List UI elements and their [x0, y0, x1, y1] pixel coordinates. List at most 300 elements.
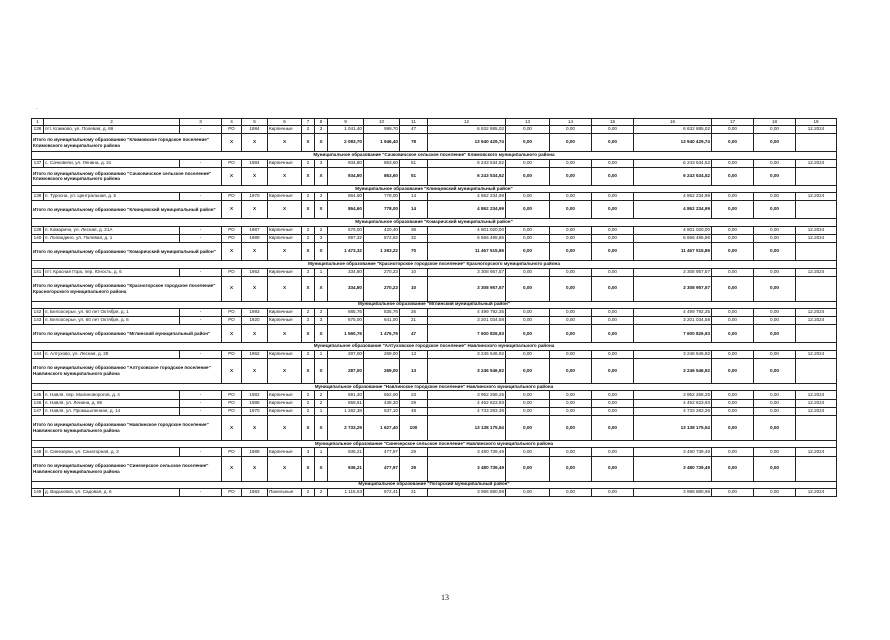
table-cell: 0,00: [506, 234, 550, 242]
column-number: 11: [400, 119, 428, 126]
table-cell: 0,00: [592, 488, 634, 496]
table-cell: 641,00: [364, 317, 400, 325]
subtotal-cell: 0,00: [712, 325, 754, 343]
subtotal-row: [32, 276, 837, 301]
table-cell: 12.2024: [796, 407, 837, 415]
table-cell: РО: [222, 488, 242, 496]
subtotal-cell: 3 480 739,49: [428, 456, 506, 481]
subtotal-cell: X: [302, 359, 315, 384]
subtotal-cell: X: [268, 359, 302, 384]
table-cell: Кирпичные: [268, 309, 302, 317]
subtotal-cell: 0,00: [550, 325, 592, 343]
subtotal-cell: X: [268, 456, 302, 481]
table-row: [32, 234, 837, 242]
municipality-group-row: [32, 185, 837, 192]
table-cell: 3 986 880,98: [634, 488, 712, 496]
table-cell: 0,00: [506, 407, 550, 415]
table-cell: -: [180, 350, 222, 358]
column-number: 19: [796, 119, 837, 126]
table-cell: РО: [222, 391, 242, 399]
table-cell: 1984: [242, 159, 268, 167]
table-cell: 1 041,40: [328, 126, 364, 134]
table-cell: 0,00: [506, 391, 550, 399]
subtotal-cell: X: [222, 415, 242, 440]
table-cell: -: [180, 268, 222, 276]
table-cell: 0,00: [506, 309, 550, 317]
table-row: [32, 488, 837, 496]
table-cell: 1962: [242, 268, 268, 276]
subtotal-cell: 0,00: [506, 167, 550, 185]
subtotal-cell: 0,00: [712, 167, 754, 185]
table-cell: -: [180, 193, 222, 201]
empty-cell: [796, 359, 837, 384]
table-cell: 38: [400, 226, 428, 234]
table-cell: 859,51: [328, 399, 364, 407]
table-cell: 12.2024: [796, 391, 837, 399]
table-cell: 2: [302, 488, 315, 496]
table-row: [32, 350, 837, 358]
table-cell: 0,00: [550, 126, 592, 134]
table-cell: -: [180, 448, 222, 456]
subtotal-cell: X: [302, 325, 315, 343]
subtotal-cell: 0,00: [550, 243, 592, 261]
subtotal-cell: X: [222, 134, 242, 152]
column-number: 9: [328, 119, 364, 126]
table-cell: 2: [302, 193, 315, 201]
table-cell: 136: [32, 126, 44, 134]
subtotal-cell: 0,00: [506, 201, 550, 219]
table-cell: 1989: [242, 448, 268, 456]
table-cell: 0,00: [712, 226, 754, 234]
table-cell: 4 499 792,35: [428, 309, 506, 317]
table-cell: пгт. Красная Гора, пер. Юность, д. 6: [44, 268, 180, 276]
table-cell: -: [180, 234, 222, 242]
table-cell: 0,00: [550, 159, 592, 167]
column-number: 2: [44, 119, 180, 126]
table-cell: 12.2024: [796, 193, 837, 201]
subtotal-cell: 1 473,32: [328, 243, 364, 261]
table-cell: 12.2024: [796, 309, 837, 317]
table-cell: 269,00: [364, 350, 400, 358]
empty-cell: [796, 134, 837, 152]
subtotal-cell: 0,00: [550, 359, 592, 384]
table-cell: 6 243 534,52: [634, 159, 712, 167]
table-cell: 142: [32, 309, 44, 317]
subtotal-cell: X: [268, 415, 302, 440]
subtotal-cell: 0,00: [754, 167, 796, 185]
subtotal-label: Итого по муниципальному образованию "Клинцовский муниципальный район": [32, 201, 222, 219]
table-cell: 1993: [242, 309, 268, 317]
table-cell: 0,00: [754, 126, 796, 134]
table-cell: 21: [400, 488, 428, 496]
table-cell: 1982: [242, 391, 268, 399]
table-cell: 0,00: [754, 488, 796, 496]
subtotal-cell: X: [302, 415, 315, 440]
empty-cell: [796, 276, 837, 301]
table-cell: 1920: [242, 317, 268, 325]
table-cell: 637,10: [364, 407, 400, 415]
subtotal-cell: 863,60: [364, 167, 400, 185]
municipality-title: Муниципальное образование "Красногорское городское поселение" Красногорского муниципального района: [32, 261, 837, 268]
subtotal-cell: X: [315, 359, 328, 384]
subtotal-cell: 1 627,40: [364, 415, 400, 440]
table-row: [32, 317, 837, 325]
subtotal-cell: X: [315, 276, 328, 301]
subtotal-cell: 100: [400, 415, 428, 440]
subtotal-cell: 78: [400, 134, 428, 152]
subtotal-cell: 269,00: [364, 359, 400, 384]
subtotal-label: Итого по муниципальному образованию "Алтуховское городское поселение" Навлинского муниципального района: [32, 359, 222, 384]
subtotal-cell: X: [222, 456, 242, 481]
subtotal-cell: X: [268, 243, 302, 261]
subtotal-cell: 0,00: [506, 415, 550, 440]
subtotal-cell: 3 308 957,57: [634, 276, 712, 301]
empty-cell: [796, 201, 837, 219]
table-cell: 1970: [242, 193, 268, 201]
table-cell: 897,32: [328, 234, 364, 242]
table-cell: 0,00: [550, 317, 592, 325]
table-cell: 3: [315, 309, 328, 317]
table-cell: 0,00: [550, 407, 592, 415]
subtotal-cell: 0,00: [592, 201, 634, 219]
table-cell: 3 246 546,92: [428, 350, 506, 358]
table-cell: 32: [400, 234, 428, 242]
table-cell: 6 666 495,86: [634, 234, 712, 242]
subtotal-cell: X: [222, 276, 242, 301]
table-cell: п. Белоосерье, ул. 60 лет Октября, д. 6: [44, 317, 180, 325]
column-number: 13: [506, 119, 550, 126]
subtotal-cell: 47: [400, 325, 428, 343]
subtotal-cell: 11 467 515,86: [634, 243, 712, 261]
table-cell: 6 243 534,52: [428, 159, 506, 167]
table-cell: п. Туросна, ул. Центральная, д. 5: [44, 193, 180, 201]
column-number: 3: [180, 119, 222, 126]
table-cell: 0,00: [754, 159, 796, 167]
table-cell: РО: [222, 126, 242, 134]
table-cell: 2: [302, 126, 315, 134]
table-cell: Кирпичные: [268, 226, 302, 234]
table-cell: 3: [315, 234, 328, 242]
table-cell: 12.2024: [796, 234, 837, 242]
table-cell: -: [180, 399, 222, 407]
subtotal-cell: 0,00: [506, 134, 550, 152]
table-cell: 0,00: [592, 391, 634, 399]
table-cell: 4 499 792,35: [634, 309, 712, 317]
subtotal-cell: 1 946,40: [364, 134, 400, 152]
table-cell: 23: [400, 391, 428, 399]
table-cell: 12.2024: [796, 126, 837, 134]
table-cell: 12.2024: [796, 488, 837, 496]
subtotal-cell: X: [242, 167, 268, 185]
table-cell: 2: [302, 268, 315, 276]
table-row: [32, 309, 837, 317]
table-cell: 13: [400, 350, 428, 358]
table-cell: 0,00: [592, 317, 634, 325]
subtotal-cell: X: [268, 201, 302, 219]
subtotal-row: [32, 167, 837, 185]
subtotal-cell: X: [242, 325, 268, 343]
table-cell: 0,00: [592, 350, 634, 358]
table-cell: 0,00: [754, 226, 796, 234]
subtotal-cell: 0,00: [592, 415, 634, 440]
subtotal-label: Итого по муниципальному образованию "Навлинское городское поселение" Навлинского муниципального района: [32, 415, 222, 440]
subtotal-cell: 0,00: [506, 325, 550, 343]
table-cell: 3 952 268,25: [634, 391, 712, 399]
table-cell: 885,76: [328, 309, 364, 317]
table-cell: 3 952 268,25: [428, 391, 506, 399]
table-cell: 26: [400, 309, 428, 317]
table-cell: 0,00: [506, 488, 550, 496]
table-cell: РО: [222, 193, 242, 201]
subtotal-cell: 477,97: [364, 456, 400, 481]
table-cell: п. Алтухово, ул. Лесная, д. 29: [44, 350, 180, 358]
municipality-title: Муниципальное образование "Погарский муниципальный район": [32, 481, 837, 488]
table-cell: 148: [32, 448, 44, 456]
table-cell: -: [180, 391, 222, 399]
municipality-group-row: [32, 384, 837, 391]
table-cell: 3: [315, 193, 328, 201]
table-cell: 47: [400, 126, 428, 134]
subtotal-cell: 3 246 546,92: [634, 359, 712, 384]
municipality-title: Муниципальное образование "Навлинское городское поселение" Навлинского муниципального района: [32, 384, 837, 391]
subtotal-cell: X: [242, 415, 268, 440]
subtotal-cell: X: [315, 167, 328, 185]
subtotal-cell: X: [222, 243, 242, 261]
table-cell: 2: [302, 317, 315, 325]
subtotal-cell: 29: [400, 456, 428, 481]
subtotal-label: Итого по муниципальному образованию "Сачковичское сельское поселение" Климовского муниципального района: [32, 167, 222, 185]
table-cell: -: [180, 126, 222, 134]
subtotal-cell: 3 246 546,92: [428, 359, 506, 384]
subtotal-cell: 13 940 429,74: [428, 134, 506, 152]
page-mark: ·: [36, 106, 38, 112]
table-cell: 2: [302, 399, 315, 407]
table-cell: 12.2024: [796, 399, 837, 407]
page-number: 13: [441, 593, 449, 602]
table-cell: 0,00: [712, 159, 754, 167]
table-cell: 0,00: [550, 268, 592, 276]
table-cell: Кирпичные: [268, 234, 302, 242]
subtotal-cell: 0,00: [592, 243, 634, 261]
table-cell: РО: [222, 350, 242, 358]
subtotal-cell: 0,00: [712, 276, 754, 301]
column-number: 16: [634, 119, 712, 126]
table-cell: РО: [222, 317, 242, 325]
subtotal-cell: 0,00: [754, 456, 796, 481]
table-row: [32, 159, 837, 167]
subtotal-cell: X: [242, 456, 268, 481]
column-number: 12: [428, 119, 506, 126]
subtotal-row: [32, 325, 837, 343]
table-cell: 0,00: [754, 234, 796, 242]
table-cell: 999,70: [364, 126, 400, 134]
table-cell: с. Сачковичи, ул. Ленина, д. 31: [44, 159, 180, 167]
subtotal-cell: 0,00: [506, 359, 550, 384]
table-row: [32, 126, 837, 134]
subtotal-cell: 0,00: [712, 243, 754, 261]
table-cell: 0,00: [592, 407, 634, 415]
table-cell: 0,00: [754, 399, 796, 407]
column-number: 4: [222, 119, 242, 126]
subtotal-cell: 0,00: [592, 359, 634, 384]
subtotal-cell: X: [315, 415, 328, 440]
subtotal-cell: 0,00: [592, 456, 634, 481]
subtotal-cell: X: [302, 201, 315, 219]
subtotal-row: [32, 134, 837, 152]
subtotal-cell: 0,00: [506, 456, 550, 481]
table-cell: 0,00: [754, 268, 796, 276]
table-cell: 0,00: [754, 448, 796, 456]
table-cell: 0,00: [506, 226, 550, 234]
table-cell: 0,00: [754, 350, 796, 358]
table-cell: 0,00: [550, 234, 592, 242]
subtotal-cell: 3 480 739,49: [634, 456, 712, 481]
subtotal-cell: 0,00: [550, 134, 592, 152]
table-cell: 6 632 885,02: [428, 126, 506, 134]
table-cell: 0,00: [506, 399, 550, 407]
table-cell: 1970: [242, 407, 268, 415]
table-cell: 2: [315, 399, 328, 407]
table-cell: 1: [315, 268, 328, 276]
table-cell: 0,00: [506, 126, 550, 134]
table-cell: 270,23: [364, 268, 400, 276]
column-number: 15: [592, 119, 634, 126]
table-cell: 0,00: [754, 309, 796, 317]
table-cell: 21: [400, 317, 428, 325]
empty-cell: [796, 243, 837, 261]
table-row: [32, 448, 837, 456]
subtotal-cell: X: [222, 325, 242, 343]
table-cell: Кирпичные: [268, 126, 302, 134]
subtotal-cell: 2 733,29: [328, 415, 364, 440]
subtotal-row: [32, 456, 837, 481]
table-cell: РО: [222, 268, 242, 276]
table-cell: 3 986 880,98: [428, 488, 506, 496]
subtotal-cell: 13: [400, 359, 428, 384]
subtotal-cell: 0,00: [592, 276, 634, 301]
table-cell: РО: [222, 448, 242, 456]
subtotal-cell: 6 243 534,52: [634, 167, 712, 185]
table-cell: 3 480 739,49: [634, 448, 712, 456]
municipality-title: Муниципальное образование "Комаричский муниципальный район": [32, 219, 837, 226]
municipality-group-row: [32, 481, 837, 488]
table-cell: 0,00: [506, 448, 550, 456]
table-cell: 0,00: [754, 391, 796, 399]
subtotal-cell: 0,00: [754, 276, 796, 301]
table-cell: 2: [302, 350, 315, 358]
table-cell: 6 666 495,86: [428, 234, 506, 242]
table-cell: 936,21: [328, 448, 364, 456]
subtotal-cell: 934,80: [328, 167, 364, 185]
table-cell: 0,00: [506, 317, 550, 325]
table-cell: 2: [302, 309, 315, 317]
empty-cell: [796, 325, 837, 343]
table-cell: 144: [32, 350, 44, 358]
table-cell: 0,00: [592, 234, 634, 242]
subtotal-cell: X: [268, 276, 302, 301]
municipality-title: Муниципальное образование "Сачковичское сельское поселение" Климовского муниципального района: [32, 152, 837, 159]
table-cell: 0,00: [550, 488, 592, 496]
subtotal-cell: X: [302, 134, 315, 152]
table-cell: 4 733 283,36: [634, 407, 712, 415]
table-cell: 0,00: [506, 193, 550, 201]
subtotal-cell: 1 560,76: [328, 325, 364, 343]
table-cell: п. Лопандино, ул. Полевая, д. 1: [44, 234, 180, 242]
table-cell: 0,00: [712, 234, 754, 242]
table-cell: 591,40: [328, 391, 364, 399]
table-cell: 0,00: [712, 407, 754, 415]
table-cell: 3: [315, 126, 328, 134]
subtotal-label: Итого по муниципальному образованию "Мглинский муниципальный район": [32, 325, 222, 343]
subtotal-cell: X: [268, 167, 302, 185]
table-cell: 0,00: [712, 126, 754, 134]
housing-repair-table: [31, 118, 837, 497]
table-cell: 934,80: [328, 159, 364, 167]
table-row: [32, 193, 837, 201]
table-cell: 2: [302, 226, 315, 234]
subtotal-cell: X: [242, 134, 268, 152]
table-cell: 835,76: [364, 309, 400, 317]
municipality-title: Муниципальное образование "Клинцовский муниципальный район": [32, 185, 837, 192]
subtotal-cell: 0,00: [550, 415, 592, 440]
table-cell: 3 308 957,57: [428, 268, 506, 276]
subtotal-cell: 0,00: [712, 201, 754, 219]
table-cell: 0,00: [712, 309, 754, 317]
table-cell: 778,00: [364, 193, 400, 201]
table-cell: 145: [32, 391, 44, 399]
table-cell: 2: [302, 391, 315, 399]
table-cell: 0,00: [592, 448, 634, 456]
table-cell: 12.2024: [796, 350, 837, 358]
subtotal-cell: 936,21: [328, 456, 364, 481]
subtotal-cell: X: [242, 276, 268, 301]
table-cell: 1: [315, 350, 328, 358]
table-cell: 0,00: [550, 391, 592, 399]
subtotal-cell: 4 862 234,99: [634, 201, 712, 219]
table-cell: 147: [32, 407, 44, 415]
table-cell: 1988: [242, 399, 268, 407]
table-cell: 0,00: [592, 226, 634, 234]
table-cell: 4 801 020,00: [428, 226, 506, 234]
table-row: [32, 226, 837, 234]
table-cell: 140: [32, 234, 44, 242]
table-cell: Кирпичные: [268, 159, 302, 167]
table-cell: 4 452 623,93: [634, 399, 712, 407]
table-cell: 477,97: [364, 448, 400, 456]
table-cell: 0,00: [592, 126, 634, 134]
subtotal-cell: 0,00: [754, 134, 796, 152]
table-cell: 1: [315, 448, 328, 456]
subtotal-cell: 7 600 826,93: [634, 325, 712, 343]
table-cell: 1983: [242, 488, 268, 496]
table-cell: пгт. Климово, ул. Полевая, д. 69: [44, 126, 180, 134]
table-cell: 2: [315, 488, 328, 496]
table-cell: Кирпичные: [268, 268, 302, 276]
subtotal-cell: X: [242, 243, 268, 261]
table-cell: 4 862 234,99: [428, 193, 506, 201]
table-cell: 287,00: [328, 350, 364, 358]
subtotal-cell: 2 083,70: [328, 134, 364, 152]
subtotal-cell: 778,00: [364, 201, 400, 219]
table-cell: 0,00: [550, 399, 592, 407]
table-cell: -: [180, 488, 222, 496]
table-cell: 0,00: [712, 391, 754, 399]
subtotal-label: Итого по муниципальному образованию "Красногорское городское поселение" Красногорского муниципального района: [32, 276, 222, 301]
subtotal-cell: X: [222, 167, 242, 185]
table-cell: 576,00: [328, 226, 364, 234]
subtotal-cell: 0,00: [550, 456, 592, 481]
table-cell: 0,00: [754, 193, 796, 201]
